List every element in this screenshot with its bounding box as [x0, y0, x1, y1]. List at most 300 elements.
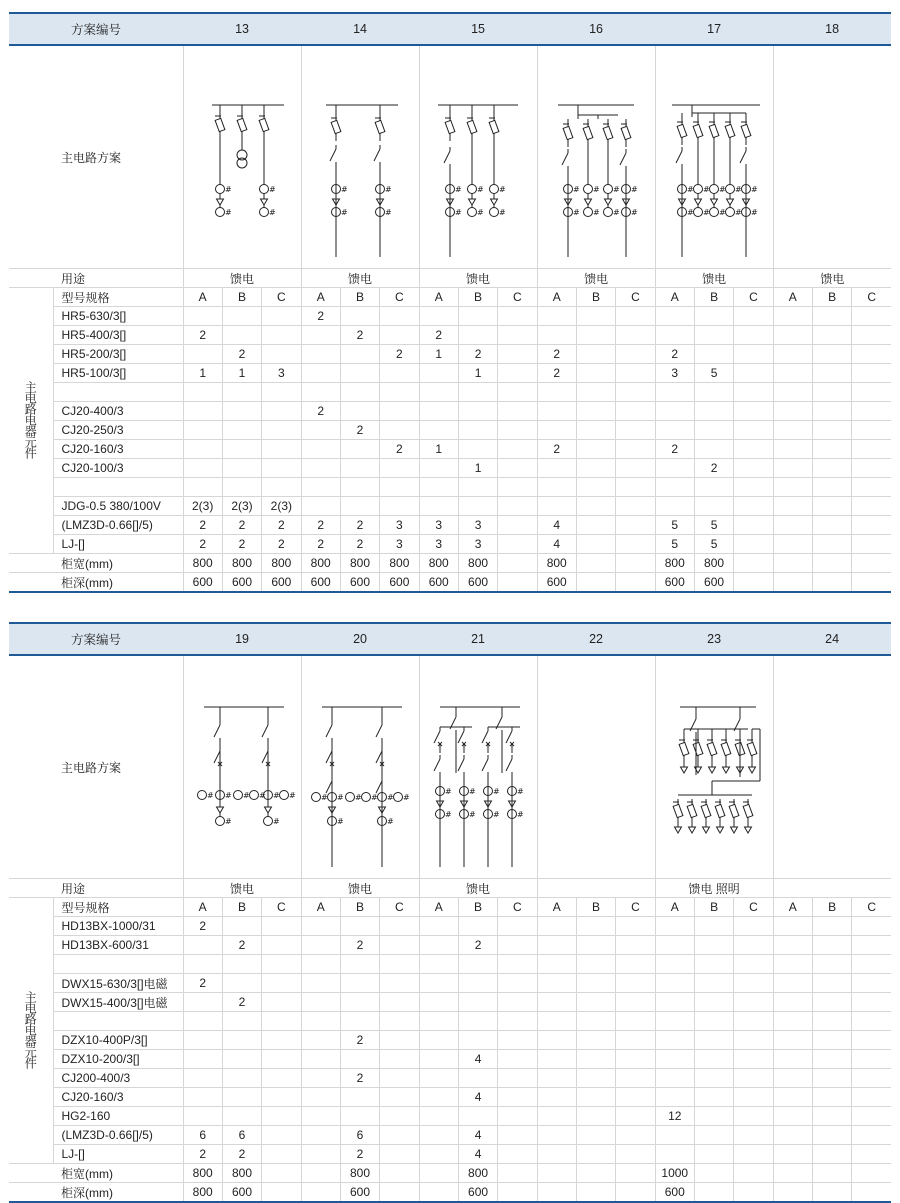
component-qty	[301, 1126, 340, 1145]
component-qty	[498, 364, 537, 383]
svg-text:#: #	[454, 185, 462, 194]
svg-text:#: #	[268, 185, 276, 194]
component-row	[9, 345, 891, 364]
svg-text:#: #	[612, 208, 620, 217]
component-qty	[655, 936, 694, 955]
component-qty	[419, 1088, 458, 1107]
component-qty	[340, 478, 379, 497]
component-qty	[222, 1031, 261, 1050]
component-qty	[773, 1031, 812, 1050]
component-qty	[537, 974, 576, 993]
sub-column-header: B	[694, 898, 733, 917]
component-qty: 4	[458, 1145, 497, 1164]
component-qty	[616, 1145, 655, 1164]
component-qty	[734, 459, 773, 478]
component-qty	[812, 993, 851, 1012]
component-qty	[222, 383, 261, 402]
component-qty	[498, 955, 537, 974]
component-qty	[655, 1050, 694, 1069]
component-row	[9, 497, 891, 516]
component-qty	[340, 974, 379, 993]
component-qty	[694, 917, 733, 936]
cabinet-depth-value: 600	[183, 573, 222, 593]
component-qty	[498, 993, 537, 1012]
component-qty	[616, 516, 655, 535]
component-qty	[852, 383, 891, 402]
cabinet-width-value	[576, 1164, 615, 1183]
component-qty: 2(3)	[262, 497, 301, 516]
component-qty	[694, 974, 733, 993]
cabinet-width-value	[616, 1164, 655, 1183]
cabinet-depth-value	[380, 1183, 419, 1203]
component-qty	[773, 345, 812, 364]
component-qty	[301, 1031, 340, 1050]
sub-column-header: B	[340, 288, 379, 307]
component-qty	[537, 993, 576, 1012]
component-qty	[734, 1069, 773, 1088]
sub-column-header: C	[616, 288, 655, 307]
component-qty	[694, 402, 733, 421]
component-qty: 2	[183, 535, 222, 554]
component-qty	[380, 1145, 419, 1164]
component-qty	[301, 383, 340, 402]
component-qty	[262, 993, 301, 1012]
component-qty	[655, 326, 694, 345]
component-qty	[458, 402, 497, 421]
component-name: CJ20-160/3	[53, 440, 183, 459]
component-qty	[812, 936, 851, 955]
svg-text:#: #	[354, 793, 362, 802]
usage-value: 馈电 照明	[655, 879, 773, 898]
component-qty	[616, 421, 655, 440]
component-qty	[498, 421, 537, 440]
component-qty	[616, 1012, 655, 1031]
svg-text:#: #	[592, 208, 600, 217]
component-qty	[262, 1012, 301, 1031]
cabinet-width-value	[734, 1164, 773, 1183]
component-qty	[616, 936, 655, 955]
svg-text:#: #	[476, 208, 484, 217]
component-qty	[694, 1031, 733, 1050]
component-qty	[380, 1012, 419, 1031]
component-qty	[576, 955, 615, 974]
scheme-number: 14	[301, 13, 419, 45]
component-qty	[734, 955, 773, 974]
component-qty	[734, 1107, 773, 1126]
component-qty	[262, 1088, 301, 1107]
component-qty	[694, 1126, 733, 1145]
cabinet-width-value	[694, 1164, 733, 1183]
component-qty	[694, 936, 733, 955]
component-qty	[734, 1126, 773, 1145]
svg-text:#: #	[370, 793, 378, 802]
usage-row	[9, 879, 891, 898]
component-qty	[380, 1126, 419, 1145]
component-qty: 2	[458, 345, 497, 364]
svg-text:#: #	[384, 185, 392, 194]
component-row	[9, 1126, 891, 1145]
cabinet-depth-value	[498, 573, 537, 593]
component-qty	[419, 993, 458, 1012]
spec-label: 型号规格	[53, 288, 183, 307]
component-qty: 2	[537, 440, 576, 459]
component-qty	[183, 1012, 222, 1031]
component-qty	[576, 1145, 615, 1164]
component-qty	[616, 383, 655, 402]
component-qty	[380, 459, 419, 478]
component-qty	[380, 307, 419, 326]
component-qty: 4	[537, 516, 576, 535]
component-name: CJ20-250/3	[53, 421, 183, 440]
component-qty	[380, 955, 419, 974]
component-qty: 2	[694, 459, 733, 478]
sub-column-header: A	[655, 898, 694, 917]
single-line-diagram	[302, 667, 420, 867]
component-qty	[576, 402, 615, 421]
cabinet-depth-value	[576, 1183, 615, 1203]
component-qty	[380, 326, 419, 345]
component-qty: 2	[222, 535, 261, 554]
component-qty	[498, 516, 537, 535]
svg-text:#: #	[272, 791, 280, 800]
usage-label: 用途	[9, 879, 183, 898]
cabinet-width-label: 柜宽(mm)	[9, 1164, 183, 1183]
component-qty	[812, 1050, 851, 1069]
component-qty	[340, 955, 379, 974]
cabinet-depth-value	[734, 573, 773, 593]
component-qty	[576, 459, 615, 478]
sub-column-header: A	[301, 898, 340, 917]
component-qty	[773, 955, 812, 974]
component-qty	[616, 326, 655, 345]
component-qty	[537, 1012, 576, 1031]
component-qty	[262, 1031, 301, 1050]
cabinet-depth-value: 600	[380, 573, 419, 593]
component-row	[9, 1012, 891, 1031]
component-name: CJ20-160/3	[53, 1088, 183, 1107]
component-qty	[576, 535, 615, 554]
component-qty	[419, 955, 458, 974]
svg-text:#: #	[320, 793, 328, 802]
component-qty	[537, 1088, 576, 1107]
component-row	[9, 955, 891, 974]
usage-label: 用途	[9, 269, 183, 288]
component-qty: 2	[380, 345, 419, 364]
spec-header-row	[9, 288, 891, 307]
component-qty	[773, 1145, 812, 1164]
component-name	[53, 478, 183, 497]
component-qty	[498, 345, 537, 364]
svg-text:#: #	[592, 185, 600, 194]
cabinet-width-value	[380, 1164, 419, 1183]
component-qty	[616, 1069, 655, 1088]
component-qty	[183, 478, 222, 497]
sub-column-header: A	[655, 288, 694, 307]
circuit-diagram-cell	[773, 655, 891, 879]
component-qty	[812, 1069, 851, 1088]
component-qty	[773, 535, 812, 554]
component-qty: 1	[458, 459, 497, 478]
scheme-number-label: 方案编号	[9, 13, 183, 45]
component-qty	[694, 421, 733, 440]
component-qty	[852, 345, 891, 364]
component-qty	[773, 1069, 812, 1088]
component-name: LJ-[]	[53, 1145, 183, 1164]
component-qty	[380, 421, 419, 440]
component-row	[9, 974, 891, 993]
component-qty	[498, 440, 537, 459]
component-qty	[852, 1145, 891, 1164]
component-qty	[419, 974, 458, 993]
component-qty	[301, 1050, 340, 1069]
component-qty: 3	[380, 516, 419, 535]
component-qty: 12	[655, 1107, 694, 1126]
component-qty	[734, 497, 773, 516]
component-qty	[419, 917, 458, 936]
component-qty	[458, 478, 497, 497]
component-qty	[812, 326, 851, 345]
cabinet-width-value	[812, 1164, 851, 1183]
cabinet-depth-value: 600	[262, 573, 301, 593]
component-group-text: 主电路电器元件	[23, 380, 38, 458]
component-qty	[694, 955, 733, 974]
circuit-diagram-cell	[655, 45, 773, 269]
component-qty	[694, 478, 733, 497]
component-qty: 5	[694, 516, 733, 535]
component-qty	[419, 383, 458, 402]
component-qty	[537, 1050, 576, 1069]
component-qty	[655, 383, 694, 402]
component-qty: 2	[301, 402, 340, 421]
usage-value: 馈电	[301, 879, 419, 898]
component-qty: 2	[340, 1031, 379, 1050]
component-qty	[183, 1107, 222, 1126]
component-qty	[262, 421, 301, 440]
component-qty	[852, 459, 891, 478]
component-qty	[616, 1126, 655, 1145]
usage-value: 馈电	[537, 269, 655, 288]
component-qty	[734, 516, 773, 535]
component-name: HR5-400/3[]	[53, 326, 183, 345]
component-qty	[419, 421, 458, 440]
component-qty	[458, 974, 497, 993]
cabinet-width-value	[852, 554, 891, 573]
component-name	[53, 1012, 183, 1031]
component-qty	[812, 535, 851, 554]
scheme-number: 15	[419, 13, 537, 45]
scheme-number: 23	[655, 623, 773, 655]
component-qty	[498, 402, 537, 421]
usage-value: 馈电	[183, 269, 301, 288]
component-qty	[301, 326, 340, 345]
cabinet-width-value	[773, 554, 812, 573]
component-qty: 3	[419, 535, 458, 554]
component-qty	[694, 440, 733, 459]
component-qty	[262, 1107, 301, 1126]
cabinet-depth-row	[9, 1183, 891, 1203]
component-qty	[616, 974, 655, 993]
cabinet-depth-value: 600	[655, 1183, 694, 1203]
component-qty	[734, 402, 773, 421]
component-qty	[812, 917, 851, 936]
component-qty	[852, 993, 891, 1012]
component-qty	[852, 364, 891, 383]
component-qty	[576, 421, 615, 440]
component-qty	[812, 478, 851, 497]
component-qty	[812, 1012, 851, 1031]
component-qty	[458, 993, 497, 1012]
component-qty: 2	[340, 535, 379, 554]
component-qty	[301, 497, 340, 516]
component-qty	[773, 1107, 812, 1126]
cabinet-depth-value: 600	[419, 573, 458, 593]
component-qty	[852, 516, 891, 535]
component-qty	[301, 1012, 340, 1031]
component-qty	[852, 1050, 891, 1069]
sub-column-header: A	[773, 288, 812, 307]
cabinet-width-value: 800	[183, 554, 222, 573]
component-qty	[812, 440, 851, 459]
cabinet-depth-value	[498, 1183, 537, 1203]
component-qty	[262, 402, 301, 421]
component-qty	[183, 1088, 222, 1107]
component-row	[9, 535, 891, 554]
component-qty: 5	[655, 516, 694, 535]
component-qty	[734, 440, 773, 459]
component-qty	[537, 1031, 576, 1050]
component-qty	[498, 936, 537, 955]
single-line-diagram	[184, 57, 302, 257]
component-qty	[734, 974, 773, 993]
component-qty	[222, 478, 261, 497]
component-qty	[576, 1031, 615, 1050]
component-qty: 6	[340, 1126, 379, 1145]
svg-text:#: #	[224, 817, 232, 826]
component-qty	[301, 440, 340, 459]
svg-text:#: #	[498, 208, 506, 217]
component-qty	[576, 1069, 615, 1088]
component-qty	[419, 459, 458, 478]
component-qty	[498, 1145, 537, 1164]
sub-column-header: A	[301, 288, 340, 307]
scheme-number: 18	[773, 13, 891, 45]
component-qty	[183, 1069, 222, 1088]
component-qty	[458, 1012, 497, 1031]
component-qty	[340, 1050, 379, 1069]
component-qty	[616, 440, 655, 459]
component-qty	[576, 1012, 615, 1031]
component-qty	[655, 459, 694, 478]
component-qty	[655, 1069, 694, 1088]
component-qty	[773, 478, 812, 497]
component-qty	[301, 1107, 340, 1126]
component-qty	[576, 307, 615, 326]
cabinet-depth-value: 600	[694, 573, 733, 593]
svg-text:#: #	[630, 185, 638, 194]
component-qty	[498, 497, 537, 516]
component-row	[9, 459, 891, 478]
cabinet-width-value: 800	[222, 1164, 261, 1183]
component-qty	[498, 478, 537, 497]
component-qty: 2	[655, 345, 694, 364]
component-qty	[812, 497, 851, 516]
component-qty	[222, 307, 261, 326]
component-qty	[340, 364, 379, 383]
component-qty	[773, 459, 812, 478]
svg-text:#: #	[224, 791, 232, 800]
component-qty	[380, 383, 419, 402]
component-qty	[852, 421, 891, 440]
circuit-diagram-cell	[537, 45, 655, 269]
component-qty	[340, 307, 379, 326]
svg-text:#: #	[750, 208, 758, 217]
svg-text:#: #	[272, 817, 280, 826]
sub-column-header: B	[340, 898, 379, 917]
component-qty	[301, 993, 340, 1012]
component-qty	[537, 326, 576, 345]
component-qty: 3	[458, 535, 497, 554]
spec-table	[9, 622, 891, 1203]
cabinet-depth-value: 600	[458, 1183, 497, 1203]
component-row	[9, 1088, 891, 1107]
sub-column-header: B	[458, 288, 497, 307]
component-qty	[183, 307, 222, 326]
component-qty: 2	[222, 936, 261, 955]
component-qty: 2	[222, 345, 261, 364]
cabinet-depth-row	[9, 573, 891, 593]
sub-column-header: C	[734, 288, 773, 307]
sub-column-header: C	[852, 898, 891, 917]
component-qty	[262, 459, 301, 478]
cabinet-depth-value	[616, 1183, 655, 1203]
component-row	[9, 917, 891, 936]
component-name: DZX10-400P/3[]	[53, 1031, 183, 1050]
cabinet-width-row	[9, 1164, 891, 1183]
circuit-diagram-cell	[301, 655, 419, 879]
component-qty: 5	[694, 364, 733, 383]
component-name: HD13BX-1000/31	[53, 917, 183, 936]
component-qty	[734, 345, 773, 364]
component-qty	[301, 1069, 340, 1088]
cabinet-depth-value	[537, 1183, 576, 1203]
component-qty	[852, 497, 891, 516]
component-qty	[616, 993, 655, 1012]
component-qty	[734, 1012, 773, 1031]
cabinet-depth-value	[301, 1183, 340, 1203]
component-qty: 4	[458, 1050, 497, 1069]
component-qty	[301, 459, 340, 478]
component-qty	[537, 1107, 576, 1126]
component-qty	[812, 459, 851, 478]
usage-value	[773, 879, 891, 898]
component-name: HR5-200/3[]	[53, 345, 183, 364]
scheme-number: 13	[183, 13, 301, 45]
component-qty	[694, 1145, 733, 1164]
diagram-row	[9, 45, 891, 269]
sub-column-header: B	[458, 898, 497, 917]
component-qty: 2	[419, 326, 458, 345]
component-qty	[458, 440, 497, 459]
component-qty	[773, 307, 812, 326]
svg-text:#: #	[386, 793, 394, 802]
cabinet-depth-value	[694, 1183, 733, 1203]
cabinet-depth-value: 800	[183, 1183, 222, 1203]
usage-value: 馈电	[773, 269, 891, 288]
cabinet-width-value	[262, 1164, 301, 1183]
component-row	[9, 1069, 891, 1088]
single-line-diagram	[184, 667, 302, 867]
svg-text:#: #	[516, 810, 524, 819]
